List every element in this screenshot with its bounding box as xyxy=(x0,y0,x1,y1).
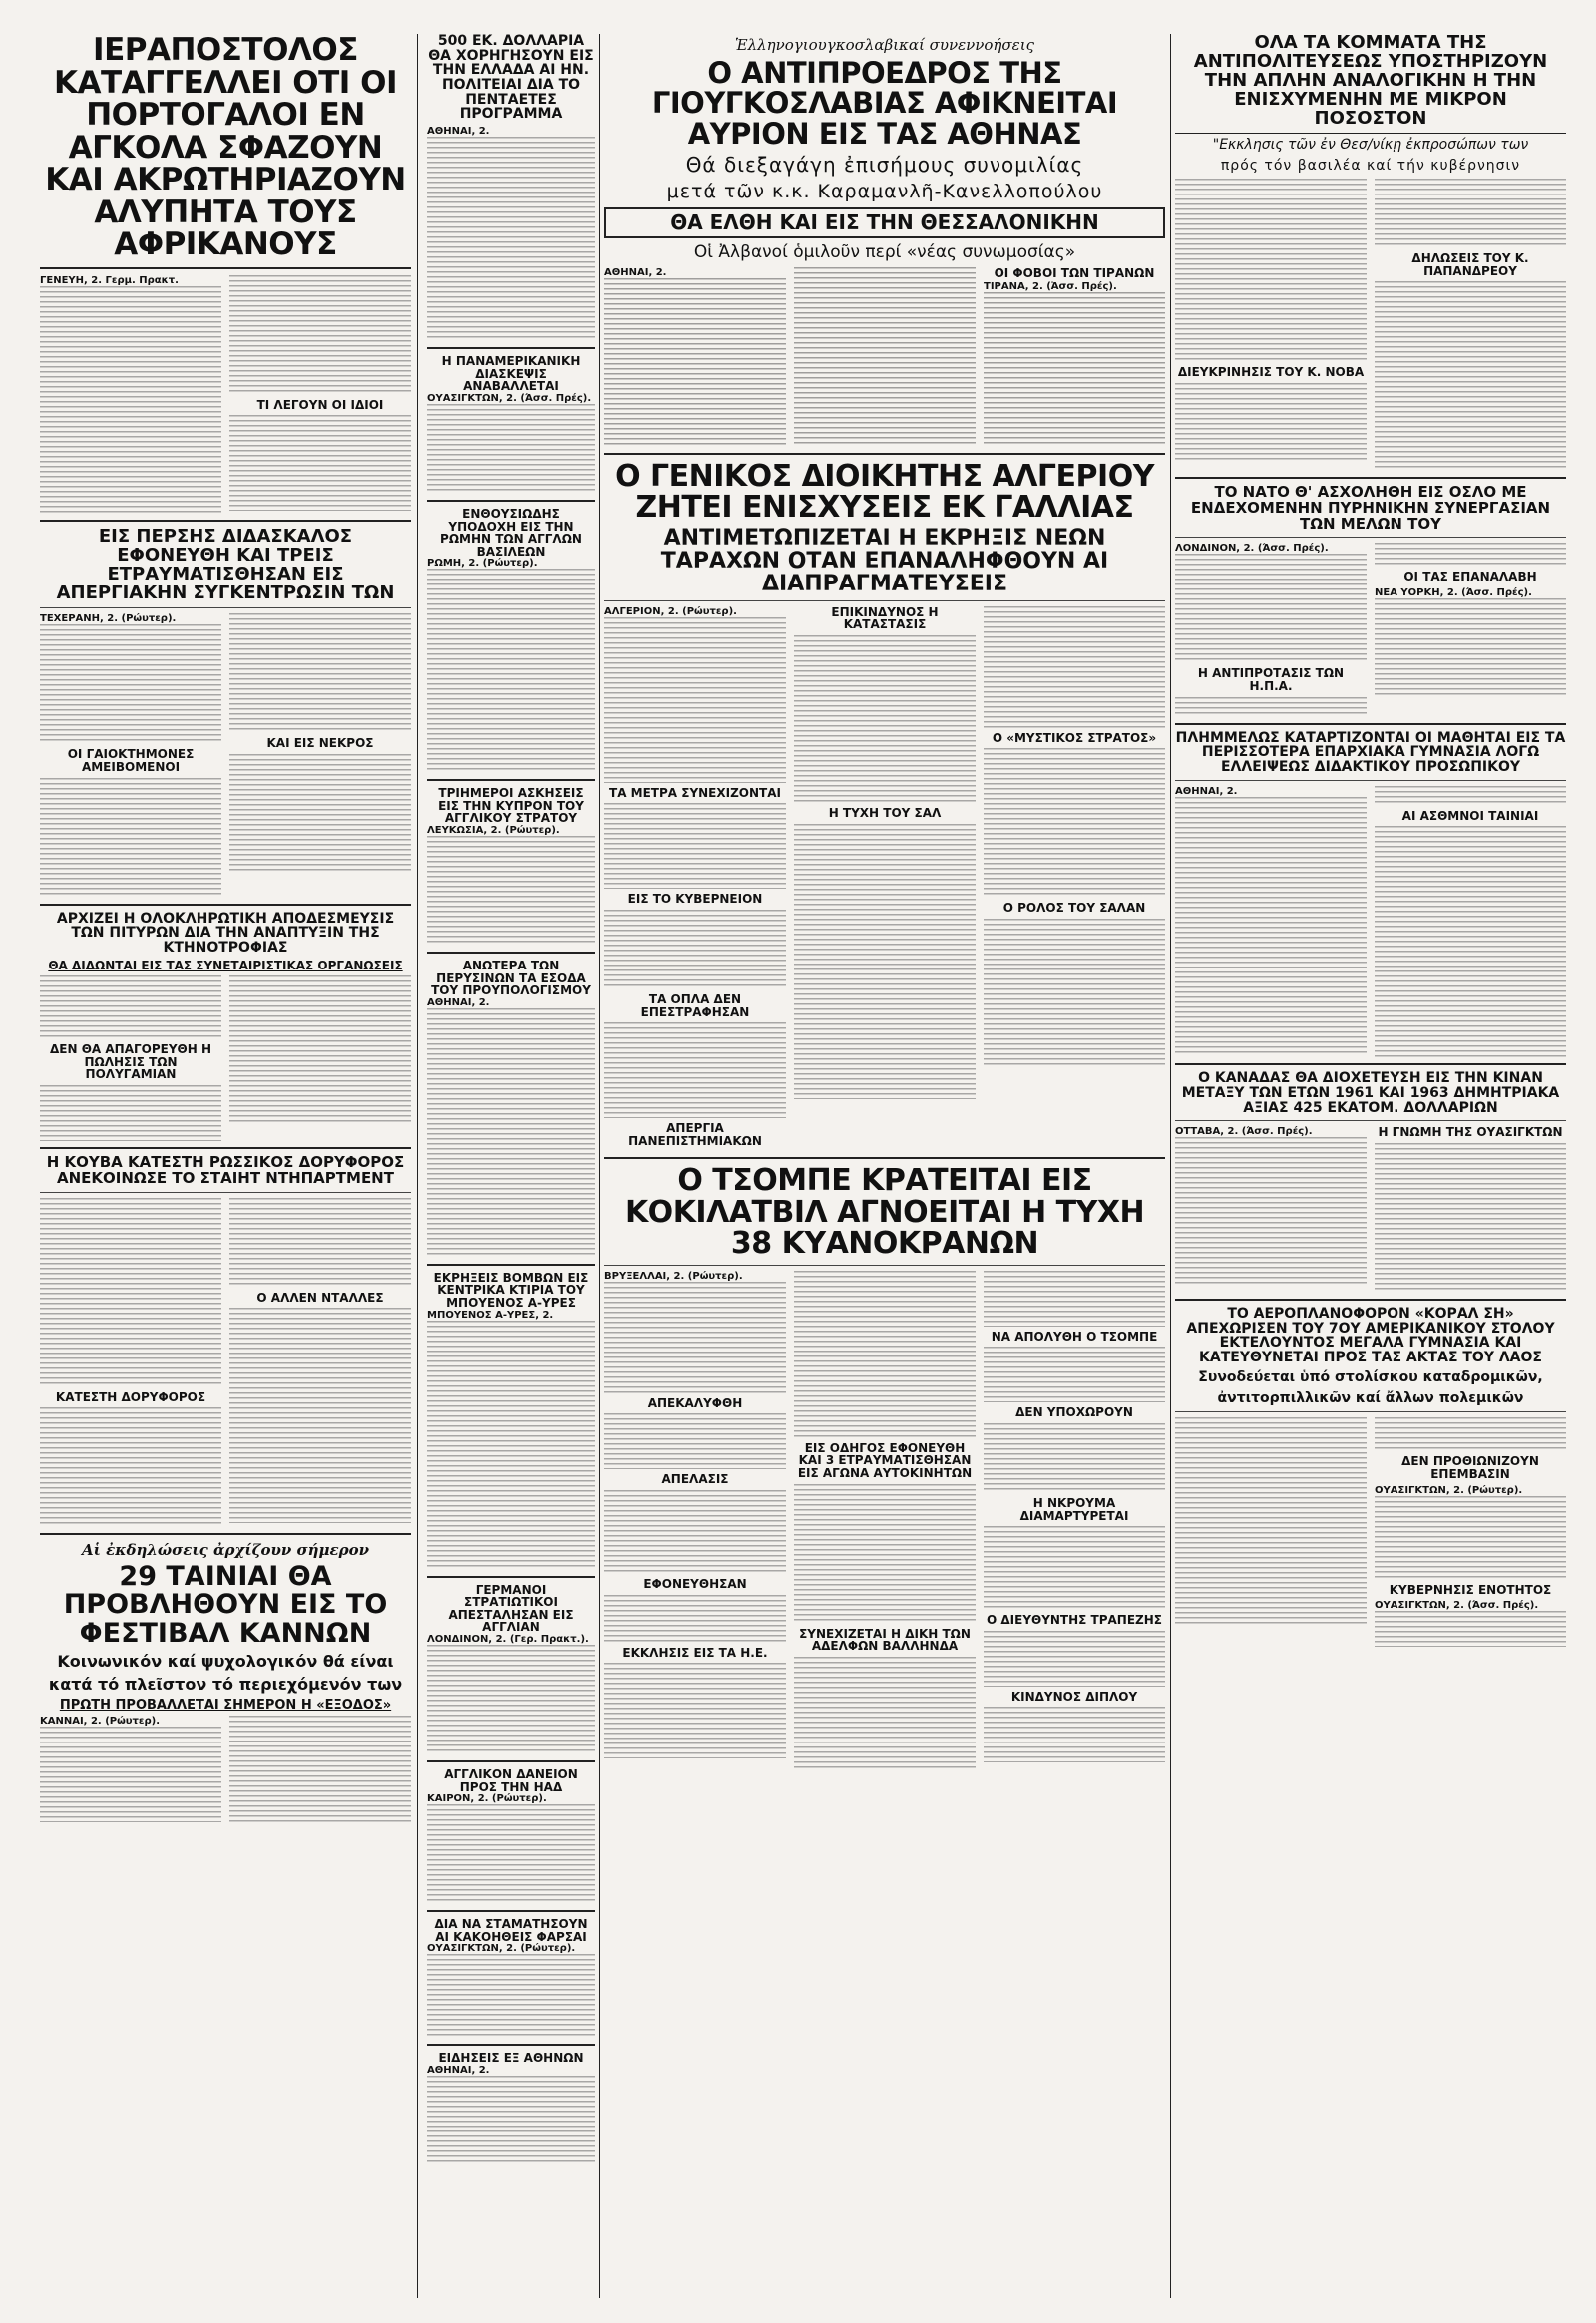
subhead: Η ΤΥΧΗ ΤΟΥ ΣΑΛ xyxy=(828,805,942,820)
article-body xyxy=(40,1198,221,1387)
headline-buenos-aires: ΕΚΡΗΞΕΙΣ ΒΟΜΒΩΝ ΕΙΣ ΚΕΝΤΡΙΚΑ ΚΤΙΡΙΑ ΤΟΥ ΜΠΟΥΕΝΟΣ Α-ΥΡΕΣ xyxy=(433,1270,589,1311)
article-body xyxy=(40,1727,221,1822)
headline-tshombe: Ο ΤΣΟΜΠΕ ΚΡΑΤΕΙΤΑΙ ΕΙΣ ΚΟΚΙΛΑΤΒΙΛ ΑΓΝΟΕΙΤΑΙ Η ΤΥΧΗ 38 ΚΥΑΝΟΚΡΑΝΩΝ xyxy=(624,1163,1145,1262)
article-body xyxy=(794,635,976,803)
article-body xyxy=(1175,554,1367,663)
article-body xyxy=(984,919,1165,1068)
article-body xyxy=(229,975,411,1125)
article-body xyxy=(427,1321,595,1570)
subheadline: Συνοδεύεται ὑπό στολίσκου καταδρομικῶν, xyxy=(1198,1368,1543,1385)
subhead: ΟΙ ΤΑΣ ΕΠΑΝΑΛΑΒΗ xyxy=(1403,570,1537,584)
headline-schools: ΠΛΗΜΜΕΛΩΣ ΚΑΤΑΡΤΙΖΟΝΤΑΙ ΟΙ ΜΑΘΗΤΑΙ ΕΙΣ ΤΑ ΠΕΡΙΣΣΟΤΕΡΑ ΕΠΑΡΧΙΑΚΑ ΓΥΜΝΑΣΙΑ ΛΟΓΩ ΕΛΛΕΙΨΕΩΣ ΔΙΔΑΚΤΙΚΟΥ ΠΡΟΣΩΠΙΚΟΥ xyxy=(1175,729,1566,776)
column-rule xyxy=(599,34,600,2298)
subhead: ΤΙ ΛΕΓΟΥΝ ΟΙ ΙΔΙΟΙ xyxy=(256,397,384,412)
article-body xyxy=(427,569,595,773)
subhead: ΤΑ ΜΕΤΡΑ ΣΥΝΕΧΙΖΟΝΤΑΙ xyxy=(609,785,781,800)
article-body xyxy=(1375,543,1566,567)
article-body xyxy=(794,824,976,1099)
subhead: Ο «ΜΥΣΤΙΚΟΣ ΣΤΡΑΤΟΣ» xyxy=(992,730,1157,745)
dateline: ΑΘΗΝΑΙ, 2. xyxy=(1175,785,1238,797)
headline-budget: ΑΝΩΤΕΡΑ ΤΩΝ ΠΕΡΥΣΙΝΩΝ ΤΑ ΕΣΟΔΑ ΤΟΥ ΠΡΟΥΠΟΛΟΓΙΣΜΟΥ xyxy=(431,959,591,998)
article-body xyxy=(1375,1496,1566,1580)
article-body xyxy=(427,836,595,946)
article-body xyxy=(427,1008,595,1258)
dateline: ΟΥΑΣΙΓΚΤΩΝ, 2. (Ρώυτερ). xyxy=(1375,1484,1523,1496)
headline-opposition: ΟΛΑ ΤΑ ΚΟΜΜΑΤΑ ΤΗΣ ΑΝΤΙΠΟΛΙΤΕΥΣΕΩΣ ΥΠΟΣΤΗΡΙΖΟΥΝ ΤΗΝ ΑΠΛΗΝ ΑΝΑΛΟΓΙΚΗΝ Η ΤΗΝ ΕΝΙΣΧΥΜΕΝΗΝ ΜΕ ΜΙΚΡΟΝ ΠΟΣΟΣΤΟΝ xyxy=(1193,32,1548,129)
article-body xyxy=(1375,598,1566,698)
subhead: ΔΕΝ ΠΡΟΘΙΩΝΙΖΟΥΝ ΕΠΕΜΒΑΣΙΝ xyxy=(1401,1454,1539,1481)
subhead: Ο ΡΟΛΟΣ ΤΟΥ ΣΑΛΑΝ xyxy=(1002,901,1146,916)
dateline: ΑΘΗΝΑΙ, 2. xyxy=(604,266,667,278)
article-persian-teacher xyxy=(40,525,411,898)
dateline: ΚΑΝΝΑΙ, 2. (Ρώυτερ). xyxy=(40,1716,161,1728)
subheadline: Οἱ Ἀλβανοί ὁμιλοῦν περί «νέας συνωμοσίας» xyxy=(693,242,1076,263)
headline-coral-sea: ΤΟ ΑΕΡΟΠΛΑΝΟΦΟΡΟΝ «ΚΟΡΑΛ ΣΗ» ΑΠΕΧΩΡΙΣΕΝ ΤΟΥ 7ΟΥ ΑΜΕΡΙΚΑΝΙΚΟΥ ΣΤΟΛΟΥ ΕΚΤΕΛΟΥΝΤΟΣ ΜΕΓΑΛΑ ΓΥΜΝΑΣΙΑ ΚΑΙ ΚΑΤΕΥΘΥΝΕΤΑΙ ΠΡΟΣ ΤΑΣ ΑΚΤΑΣ ΤΟΥ ΛΑΟΣ xyxy=(1186,1305,1555,1366)
subheadline: Κοινωνικόν καί ψυχολογικόν θά είναι xyxy=(57,1652,394,1672)
subhead: Η ΝΚΡΟΥΜΑ ΔΙΑΜΑΡΤΥΡΕΤΑΙ xyxy=(1019,1496,1129,1523)
article-body xyxy=(984,1631,1165,1687)
subheadline-box: ΘΑ ΕΛΘΗ ΚΑΙ ΕΙΣ ΤΗΝ ΘΕΣΣΑΛΟΝΙΚΗΝ xyxy=(604,207,1165,238)
column-narrow xyxy=(427,34,595,2165)
dateline: ΡΩΜΗ, 2. (Ρώυτερ). xyxy=(427,558,538,570)
headline-persian-teacher: ΕΙΣ ΠΕΡΣΗΣ ΔΙΔΑΣΚΑΛΟΣ ΕΦΟΝΕΥΘΗ ΚΑΙ ΤΡΕΙΣ ΕΤΡΑΥΜΑΤΙΣΘΗΣΑΝ ΕΙΣ ΑΠΕΡΓΙΑΚΗΝ ΣΥΓΚΕΝΤΡΩΣΙΝ ΤΩΝ xyxy=(56,525,395,603)
article-body xyxy=(794,1271,976,1438)
subhead: ΑΠΕΡΓΙΑ ΠΑΝΕΠΙΣΤΗΜΙΑΚΩΝ xyxy=(628,1121,762,1148)
subhead: ΔΕΝ ΘΑ ΑΠΑΓΟΡΕΥΘΗ Η ΠΩΛΗΣΙΣ ΤΩΝ ΠΟΛΥΓΑΜΙΑΝ xyxy=(50,1042,211,1082)
subhead: ΠΡΩΤΗ ΠΡΟΒΑΛΛΕΤΑΙ ΣΗΜΕΡΟΝ Η «ΕΞΟΔΟΣ» xyxy=(59,1697,392,1713)
subhead: ΕΠΙΚΙΝΔΥΝΟΣ Η ΚΑΤΑΣΤΑΣΙΣ xyxy=(831,604,939,632)
subhead: Ο ΔΙΕΥΘΥΝΤΗΣ ΤΡΑΠΕΖΗΣ xyxy=(986,1613,1162,1628)
subhead: ΚΑΤΕΣΤΗ ΔΟΡΥΦΟΡΟΣ xyxy=(55,1389,206,1404)
article-body xyxy=(40,1085,221,1141)
headline-cuba-satellite: Η ΚΟΥΒΑ ΚΑΤΕΣΤΗ ΡΩΣΣΙΚΟΣ ΔΟΡΥΦΟΡΟΣ ΑΝΕΚΟΙΝΩΣΕ ΤΟ ΣΤΑΙΗΤ ΝΤΗΠΑΡΤΜΕΝΤ xyxy=(46,1153,405,1187)
headline-cannes: 29 ΤΑΙΝΙΑΙ ΘΑ ΠΡΟΒΛΗΘΟΥΝ ΕΙΣ ΤΟ ΦΕΣΤΙΒΑΛ ΚΑΝΝΩΝ xyxy=(63,1561,388,1649)
article-cuba-satellite xyxy=(40,1155,411,1527)
headline-panamerican: Η ΠΑΝΑΜΕΡΙΚΑΝΙΚΗ ΔΙΑΣΚΕΨΙΣ ΑΝΑΒΑΛΛΕΤΑΙ xyxy=(441,354,581,394)
article-body xyxy=(1375,281,1566,471)
article-body xyxy=(604,617,786,783)
article-body xyxy=(794,267,976,447)
article-body xyxy=(229,1308,411,1523)
subhead: ΣΥΝΕΧΙΖΕΤΑΙ Η ΔΙΚΗ ΤΩΝ ΑΔΕΛΦΩΝ ΒΑΛΛΗΝΔΑ xyxy=(799,1626,971,1654)
dateline: ΜΠΟΥΕΝΟΣ Α-ΥΡΕΣ, 2. xyxy=(427,1309,554,1321)
dateline: ΟΥΑΣΙΓΚΤΩΝ, 2. (Άσσ. Πρές). xyxy=(1375,1600,1539,1612)
subhead: ΑΠΕΛΑΣΙΣ xyxy=(661,1472,729,1487)
article-body xyxy=(40,1407,221,1527)
article-body xyxy=(604,278,786,446)
dateline: ΓΕΝΕΥΗ, 2. Γερμ. Πρακτ. xyxy=(40,274,179,286)
article-body xyxy=(1175,797,1367,1056)
headline-cyprus: ΤΡΙΗΜΕΡΟΙ ΑΣΚΗΣΕΙΣ ΕΙΣ ΤΗΝ ΚΥΠΡΟΝ ΤΟΥ ΑΓΓΛΙΚΟΥ ΣΤΡΑΤΟΥ xyxy=(438,786,584,826)
article-missionary xyxy=(40,34,411,514)
subheadline: "Εκκλησις τῶν ἐν Θεσ/νίκῃ ἐκπροσώπων των xyxy=(1175,133,1566,154)
kicker: Αἱ ἐκδηλώσεις ἀρχίζουν σήμερον xyxy=(81,1541,369,1560)
dateline: ΟΥΑΣΙΓΚΤΩΝ, 2. (Ρώυτερ). xyxy=(427,1943,576,1955)
article-body xyxy=(40,286,221,514)
article-body xyxy=(229,1716,411,1823)
headline-rome: ΕΝΘΟΥΣΙΩΔΗΣ ΥΠΟΔΟΧΗ ΕΙΣ ΤΗΝ ΡΩΜΗΝ ΤΩΝ ΑΓΓΛΩΝ ΒΑΣΙΛΕΩΝ xyxy=(440,506,582,559)
dateline: ΚΑΙΡΟΝ, 2. (Ρώυτερ). xyxy=(427,1793,547,1805)
dateline: ΤΙΡΑΝΑ, 2. (Ἀσσ. Πρές). xyxy=(984,281,1117,293)
article-body xyxy=(604,1282,786,1393)
article-body xyxy=(1175,383,1367,463)
headline-loan: ΑΓΓΛΙΚΟΝ ΔΑΝΕΙΟΝ ΠΡΟΣ ΤΗΝ ΗΑΔ xyxy=(444,1767,578,1794)
article-body xyxy=(427,1954,595,2038)
subhead: ΟΙ ΦΟΒΟΙ ΤΩΝ ΤΙΡΑΝΩΝ xyxy=(994,265,1155,280)
subheadline: μετά τῶν κ.κ. Καραμανλῆ-Κανελλοπούλου xyxy=(666,181,1103,203)
article-body xyxy=(1375,179,1566,248)
subhead: ΕΙΣ ΤΟ ΚΥΒΕΡΝΕΙΟΝ xyxy=(627,892,763,907)
article-body xyxy=(984,1271,1165,1327)
dateline: ΟΥΑΣΙΓΚΤΩΝ, 2. (Άσσ. Πρές). xyxy=(427,392,592,404)
column-rule xyxy=(1170,34,1171,2298)
article-body xyxy=(604,1022,786,1118)
headline-500m: 500 ΕΚ. ΔΟΛΛΑΡΙΑ ΘΑ ΧΟΡΗΓΗΣΟΥΝ ΕΙΣ ΤΗΝ ΕΛΛΑΔΑ ΑΙ ΗΝ. ΠΟΛΙΤΕΙΑΙ ΔΙΑ ΤΟ ΠΕΝΤΑΕΤΕΣ ΠΡΟΓΡΑΜΜΑ xyxy=(428,33,594,123)
article-cannes xyxy=(40,1541,411,1823)
dateline: ΛΕΥΚΩΣΙΑ, 2. (Ρώυτερ). xyxy=(427,825,560,837)
article-body xyxy=(229,613,411,733)
subhead: ΘΑ ΔΙΔΩΝΤΑΙ ΕΙΣ ΤΑΣ ΣΥΝΕΤΑΙΡΙΣΤΙΚΑΣ ΟΡΓΑΝΩΣΕΙΣ xyxy=(48,958,403,972)
article-body xyxy=(427,1645,595,1754)
article-body xyxy=(604,1595,786,1643)
subheadline: πρός τόν βασιλέα καί τήν κυβέρνησιν xyxy=(1220,158,1521,175)
headline-german-soldiers: ΓΕΡΜΑΝΟΙ ΣΤΡΑΤΙΩΤΙΚΟΙ ΑΠΕΣΤΑΛΗΣΑΝ ΕΙΣ ΑΓΓΛΙΑΝ xyxy=(448,1582,574,1635)
article-body xyxy=(984,292,1165,444)
article-body xyxy=(1375,1417,1566,1451)
dateline: ΑΘΗΝΑΙ, 2. xyxy=(427,996,490,1008)
dateline: ΛΟΝΔΙΝΟΝ, 2. (Άσσ. Πρές). xyxy=(1175,543,1329,555)
headline-algeria: Ο ΓΕΝΙΚΟΣ ΔΙΟΙΚΗΤΗΣ ΑΛΓΕΡΙΟΥ ΖΗΤΕΙ ΕΝΙΣΧΥΣΕΙΣ ΕΚ ΓΑΛΛΙΑΣ xyxy=(615,458,1154,525)
subhead: ΑΠΕΚΑΛΥΦΘΗ xyxy=(647,1395,743,1410)
dateline: ΑΘΗΝΑΙ, 2. xyxy=(427,126,490,138)
article-body xyxy=(984,748,1165,898)
subhead: ΚΙΝΔΥΝΟΣ ΔΙΠΛΟΥ xyxy=(1010,1689,1138,1704)
subhead: ΕΦΟΝΕΥΘΗΣΑΝ xyxy=(643,1577,747,1592)
article-body xyxy=(1175,179,1367,362)
article-body xyxy=(1175,1417,1367,1627)
column-left xyxy=(40,34,411,1829)
dateline: ΑΘΗΝΑΙ, 2. xyxy=(427,2064,490,2076)
article-body xyxy=(1175,697,1367,717)
article-body xyxy=(40,624,221,744)
article-body xyxy=(1375,786,1566,806)
article-body xyxy=(229,754,411,874)
article-body xyxy=(1375,826,1566,1057)
column-center xyxy=(604,34,1165,1768)
subhead: ΑΙ ΑΣΘΜΝΟΙ ΤΑΙΝΙΑΙ xyxy=(1401,808,1539,823)
article-body xyxy=(229,275,411,395)
kicker: Ἑλληνογιουγκοσλαβικαί συνεννοήσεις xyxy=(735,36,1034,54)
article-body xyxy=(1175,1137,1367,1287)
article-body xyxy=(604,910,786,989)
article-body xyxy=(604,803,786,889)
subhead: ΔΙΕΥΚΡΙΝΗΣΙΣ ΤΟΥ Κ. ΝΟΒΑ xyxy=(1177,365,1365,380)
article-body xyxy=(604,1413,786,1469)
subheadline: κατά τό πλεῖστον τό περιεχόμενόν των xyxy=(48,1675,403,1695)
headline-missionary: ΙΕΡΑΠΟΣΤΟΛΟΣ ΚΑΤΑΓΓΕΛΛΕΙ ΟΤΙ ΟΙ ΠΟΡΤΟΓΑΛΟΙ ΕΝ ΑΓΚΟΛΑ ΣΦΑΖΟΥΝ ΚΑΙ ΑΚΡΩΤΗΡΙΑΖΟΥΝ ΑΛΥΠΗΤΑ ΤΟΥΣ ΑΦΡΙΚΑΝΟΥΣ xyxy=(45,32,406,263)
dateline: ΒΡΥΞΕΛΛΑΙ, 2. (Ρώυτερ). xyxy=(604,1270,743,1282)
dateline: ΟΤΤΑΒΑ, 2. (Άσσ. Πρές). xyxy=(1175,1126,1313,1138)
subhead: ΔΕΝ ΥΠΟΧΩΡΟΥΝ xyxy=(1015,1405,1133,1420)
article-body xyxy=(604,1663,786,1758)
subhead: ΕΚΚΛΗΣΙΣ ΕΙΣ ΤΑ Η.Ε. xyxy=(622,1645,768,1660)
column-right xyxy=(1175,34,1566,1647)
article-body xyxy=(984,1707,1165,1762)
article-body xyxy=(40,975,221,1039)
article-body xyxy=(1375,1611,1566,1647)
article-body xyxy=(984,606,1165,728)
article-body xyxy=(229,415,411,511)
subheadline: ἀντιτορπιλλικῶν καί ἄλλων πολεμικῶν xyxy=(1217,1389,1524,1406)
headline-canada: Ο ΚΑΝΑΔΑΣ ΘΑ ΔΙΟΧΕΤΕΥΣΗ ΕΙΣ ΤΗΝ ΚΙΝΑΝ ΜΕΤΑΞΥ ΤΩΝ ΕΤΩΝ 1961 ΚΑΙ 1963 ΔΗΜΗΤΡΙΑΚΑ ΑΞΙΑΣ 425 ΕΚΑΤΟΜ. ΔΟΛΛΑΡΙΩΝ xyxy=(1181,1070,1560,1116)
dateline: ΤΕΧΕΡΑΝΗ, 2. (Ρώυτερ). xyxy=(40,613,177,625)
dateline: ΝΕΑ ΥΟΡΚΗ, 2. (Άσσ. Πρές). xyxy=(1375,587,1532,599)
subhead: ΔΗΛΩΣΕΙΣ ΤΟΥ Κ. ΠΑΠΑΝΔΡΕΟΥ xyxy=(1411,251,1529,278)
article-body xyxy=(427,404,595,494)
article-body xyxy=(1375,1143,1566,1293)
article-body xyxy=(604,1490,786,1574)
subheadline: ΑΝΤΙΜΕΤΩΠΙΖΕΤΑΙ Η ΕΚΡΗΞΙΣ ΝΕΩΝ ΤΑΡΑΧΩΝ ΟΤΑΝ ΕΠΑΝΑΛΗΦΘΟΥΝ ΑΙ ΔΙΑΠΡΑΓΜΑΤΕΥΣΕΙΣ xyxy=(660,525,1109,596)
subhead: ΚΥΒΕΡΝΗΣΙΣ ΕΝΟΤΗΤΟΣ xyxy=(1389,1582,1552,1597)
dateline: ΑΛΓΕΡΙΟΝ, 2. (Ρώυτερ). xyxy=(604,605,737,617)
subhead: ΤΑ ΟΠΛΑ ΔΕΝ ΕΠΕΣΤΡΑΦΗΣΑΝ xyxy=(640,991,750,1019)
subhead: Η ΓΝΩΜΗ ΤΗΣ ΟΥΑΣΙΓΚΤΩΝ xyxy=(1378,1125,1563,1140)
headline-nato: ΤΟ ΝΑΤΟ Θ' ΑΣΧΟΛΗΘΗ ΕΙΣ ΟΣΛΟ ΜΕ ΕΝΔΕΧΟΜΕΝΗΝ ΠΥΡΗΝΙΚΗΝ ΣΥΝΕΡΓΑΣΙΑΝ ΤΩΝ ΜΕΛΩΝ ΤΟΥ xyxy=(1190,483,1551,533)
subhead: ΟΙ ΓΑΙΟΚΤΗΜΟΝΕΣ ΑΜΕΙΒΟΜΕΝΟΙ xyxy=(67,747,195,774)
column-rule xyxy=(417,34,418,2298)
subhead: ΚΑΙ ΕΙΣ ΝΕΚΡΟΣ xyxy=(266,736,374,751)
headline-bran: ΑΡΧΙΖΕΙ Η ΟΛΟΚΛΗΡΩΤΙΚΗ ΑΠΟΔΕΣΜΕΥΣΙΣ ΤΩΝ ΠΙΤΥΡΩΝ ΔΙΑ ΤΗΝ ΑΝΑΠΤΥΞΙΝ ΤΗΣ ΚΤΗΝΟΤΡΟΦΙΑΣ xyxy=(56,910,395,956)
subhead: Ο ΑΛΛΕΝ ΝΤΑΛΛΕΣ xyxy=(256,1290,384,1305)
dateline: ΛΟΝΔΙΝΟΝ, 2. (Γερ. Πρακτ.). xyxy=(427,1634,589,1645)
subhead: ΕΙΣ ΟΔΗΓΟΣ ΕΦΟΝΕΥΘΗ ΚΑΙ 3 ΕΤΡΑΥΜΑΤΙΣΘΗΣΑΝ ΕΙΣ ΑΓΩΝΑ ΑΥΤΟΚΙΝΗΤΩΝ xyxy=(797,1440,973,1481)
article-bran xyxy=(40,912,411,1141)
article-body xyxy=(794,1484,976,1624)
article-body xyxy=(794,1657,976,1768)
subhead: ΝΑ ΑΠΟΛΥΘΗ Ο ΤΣΟΜΠΕ xyxy=(991,1329,1158,1344)
article-body xyxy=(984,1526,1165,1610)
article-body xyxy=(984,1423,1165,1493)
headline-yugoslavia: Ο ΑΝΤΙΠΡΟΕΔΡΟΣ ΤΗΣ ΓΙΟΥΓΚΟΣΛΑΒΙΑΣ ΑΦΙΚΝΕΙΤΑΙ ΑΥΡΙΟΝ ΕΙΣ ΤΑΣ ΑΘΗΝΑΣ xyxy=(651,56,1118,151)
article-body xyxy=(229,1198,411,1288)
subheadline: Θά διεξαγάγη ἐπισήμους συνομιλίας xyxy=(685,153,1084,178)
article-body xyxy=(427,137,595,341)
headline-hoaxes: ΔΙΑ ΝΑ ΣΤΑΜΑΤΗΣΟΥΝ ΑΙ ΚΑΚΟΗΘΕΙΣ ΦΑΡΣΑΙ xyxy=(434,1917,588,1944)
article-body xyxy=(984,1347,1165,1402)
subhead: Η ΑΝΤΙΠΡΟΤΑΣΙΣ ΤΩΝ Η.Π.Α. xyxy=(1197,666,1345,694)
article-body xyxy=(427,2076,595,2165)
article-body xyxy=(40,778,221,898)
headline-athens-news: ΕΙΔΗΣΕΙΣ ΕΞ ΑΘΗΝΩΝ xyxy=(438,2051,584,2066)
article-body xyxy=(427,1804,595,1904)
